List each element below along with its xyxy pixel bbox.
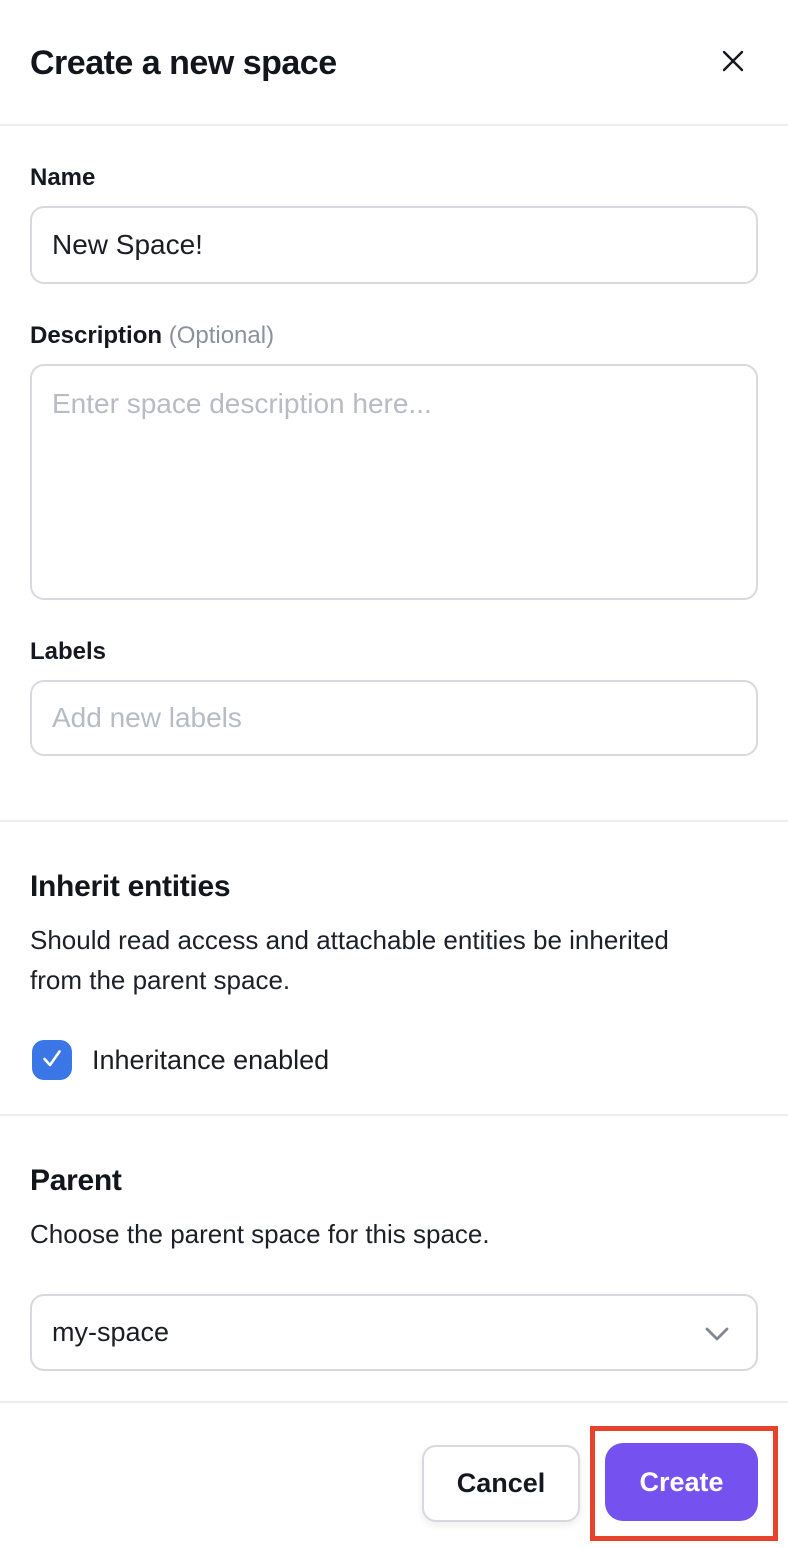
description-label-text: Description: [30, 322, 163, 349]
modal-footer: [0, 1401, 788, 1541]
name-label: Name: [30, 164, 96, 191]
close-icon: [720, 62, 746, 77]
description-textarea[interactable]: [30, 364, 758, 600]
inherit-heading: Inherit entities: [30, 870, 231, 903]
parent-select-value: my-space: [52, 1317, 170, 1347]
check-icon: [39, 1045, 65, 1076]
parent-section: [0, 1114, 788, 1401]
fields-section: [0, 164, 788, 820]
inheritance-checkbox-label[interactable]: Inheritance enabled: [92, 1044, 330, 1075]
inherit-section: [0, 820, 788, 1114]
modal-title: Create a new space: [30, 44, 337, 82]
optional-hint: (Optional): [168, 322, 275, 349]
chevron-down-icon: [704, 1317, 730, 1349]
parent-select[interactable]: [30, 1294, 758, 1371]
inheritance-checkbox[interactable]: [32, 1040, 72, 1080]
name-input[interactable]: [30, 206, 758, 284]
labels-label: Labels: [30, 638, 107, 665]
inheritance-checkbox-row: [32, 1040, 758, 1080]
cancel-button[interactable]: Cancel: [422, 1445, 580, 1522]
parent-heading: Parent: [30, 1164, 122, 1197]
close-button[interactable]: [716, 44, 750, 78]
parent-description: Choose the parent space for this space.: [30, 1219, 490, 1249]
create-button[interactable]: Create: [605, 1443, 758, 1521]
annotation-highlight-rectangle: [590, 1426, 778, 1541]
inherit-description: Should read access and attachable entities be inherited from the parent space.: [30, 925, 669, 995]
labels-input[interactable]: [30, 680, 758, 756]
modal-header: [0, 0, 788, 126]
description-label: [30, 322, 758, 350]
